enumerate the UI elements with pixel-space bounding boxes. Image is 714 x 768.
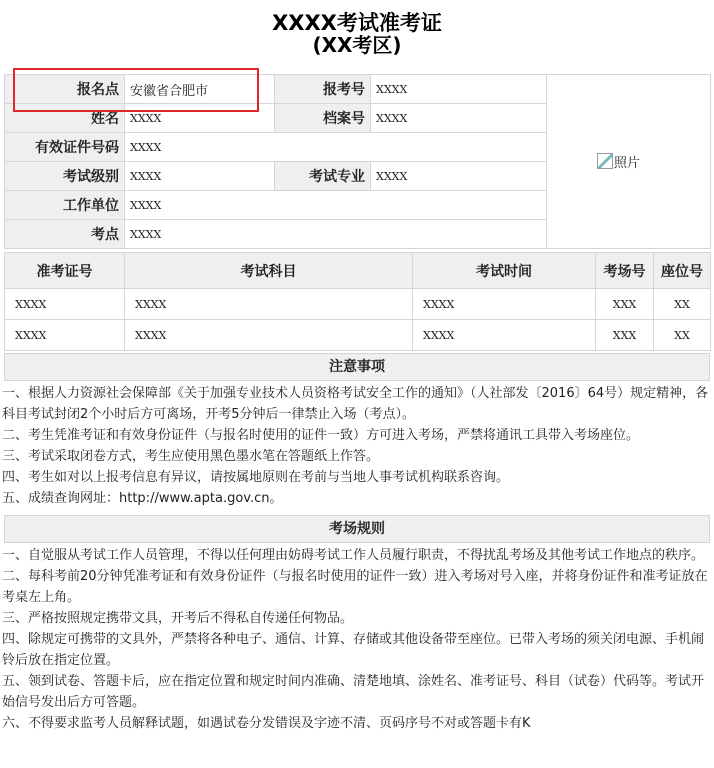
page-title: XXXX考试准考证 <box>272 11 442 35</box>
table-row <box>5 289 711 320</box>
notice-heading: 注意事项 <box>4 353 710 381</box>
name-value: XXXX <box>125 104 275 133</box>
site-value: XXXX <box>125 220 547 249</box>
highlight-box <box>13 68 259 112</box>
cell-room: XXX <box>596 289 654 320</box>
table-row <box>5 320 711 351</box>
notice-item: 二、考生凭准考证和有效身份证件（与报名时使用的证件一致）方可进入考场，严禁将通讯工具带入考场座位。 <box>2 428 640 443</box>
cell-seat: XX <box>654 320 711 351</box>
level-value: XXXX <box>125 162 275 191</box>
major-value: XXXX <box>371 162 547 191</box>
reg-no-value: XXXX <box>371 75 547 104</box>
archive-label: 档案号 <box>275 104 371 133</box>
rules-list <box>2 545 712 734</box>
cell-ticket-no: XXXX <box>5 320 125 351</box>
header-seat: 座位号 <box>654 253 711 289</box>
name-label: 姓名 <box>5 104 125 133</box>
rule-item: 六、不得要求监考人员解释试题，如遇试卷分发错误及字迹不清、页码序号不对或答题卡有K <box>2 716 531 731</box>
major-label: 考试专业 <box>275 162 371 191</box>
notice-item: 四、考生如对以上报考信息有异议，请按属地原则在考前与当地人事考试机构联系咨询。 <box>2 470 510 485</box>
id-label: 有效证件号码 <box>5 133 125 162</box>
header-room: 考场号 <box>596 253 654 289</box>
rule-item: 二、每科考前20分钟凭准考证和有效身份证件（与报名时使用的证件一致）进入考场对号入座，并将身份证件和准考证放在考桌左上角。 <box>2 569 708 605</box>
reg-point-label: 报名点 <box>5 75 125 104</box>
work-label: 工作单位 <box>5 191 125 220</box>
rule-item: 四、除规定可携带的文具外，严禁将各种电子、通信、计算、存储或其他设备带至座位。已带入考场的须关闭电源、手机闹铃后放在指定位置。 <box>2 632 705 668</box>
cell-time: XXXX <box>413 320 596 351</box>
rule-item: 五、领到试卷、答题卡后，应在指定位置和规定时间内准确、清楚地填、涂姓名、准考证号、科目（试卷）代码等。考试开始信号发出后方可答题。 <box>2 674 705 710</box>
cell-subject: XXXX <box>125 320 413 351</box>
header-subject: 考试科目 <box>125 253 413 289</box>
cell-time: XXXX <box>413 289 596 320</box>
header-time: 考试时间 <box>413 253 596 289</box>
page-subtitle: (XX考区) <box>312 33 402 57</box>
level-label: 考试级别 <box>5 162 125 191</box>
photo-cell <box>547 75 711 249</box>
cell-ticket-no: XXXX <box>5 289 125 320</box>
reg-no-label: 报考号 <box>275 75 371 104</box>
cell-room: XXX <box>596 320 654 351</box>
id-value: XXXX <box>125 133 547 162</box>
header-ticket-no: 准考证号 <box>5 253 125 289</box>
site-label: 考点 <box>5 220 125 249</box>
broken-image-icon <box>597 153 613 169</box>
notice-item: 一、根据人力资源社会保障部《关于加强专业技术人员资格考试安全工作的通知》（人社部发〔2016〕64号）规定精神，各科目考试封闭2个小时后方可离场，开考5分钟后一律禁止入场（考点）。 <box>2 386 709 422</box>
rule-item: 一、自觉服从考试工作人员管理，不得以任何理由妨碍考试工作人员履行职责，不得扰乱考场及其他考试工作地点的秩序。 <box>2 548 705 563</box>
reg-point-value: 安徽省合肥市 <box>125 75 275 104</box>
photo-alt-text: 照片 <box>614 156 641 171</box>
exam-schedule-table <box>4 252 711 351</box>
rules-heading: 考场规则 <box>4 515 710 543</box>
rule-item: 三、严格按照规定携带文具，开考后不得私自传递任何物品。 <box>2 611 354 626</box>
notice-item: 三、考试采取闭卷方式，考生应使用黑色墨水笔在答题纸上作答。 <box>2 449 380 464</box>
cell-subject: XXXX <box>125 289 413 320</box>
notice-item: 五、成绩查询网址：http://www.apta.gov.cn。 <box>2 491 283 506</box>
notice-list <box>2 383 712 509</box>
archive-value: XXXX <box>371 104 547 133</box>
work-value: XXXX <box>125 191 547 220</box>
cell-seat: XX <box>654 289 711 320</box>
